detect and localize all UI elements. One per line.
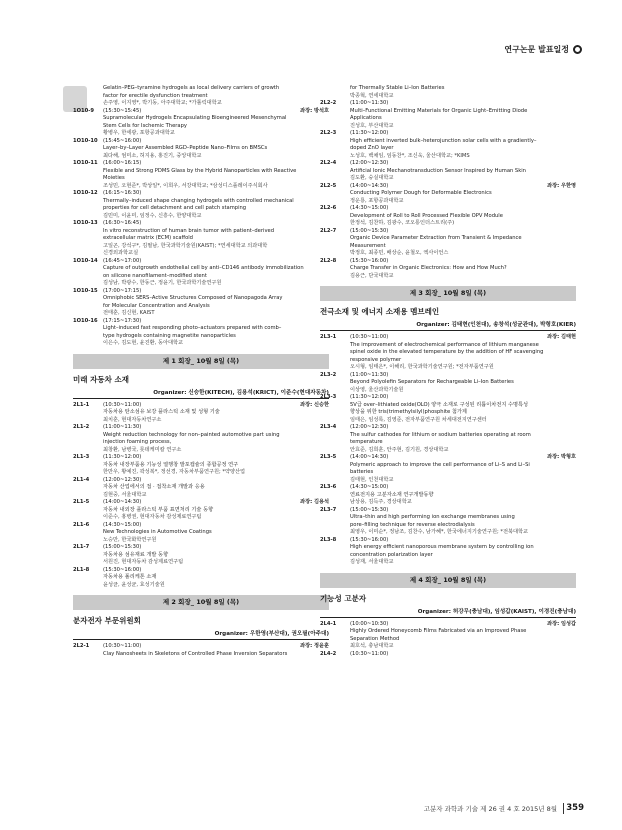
entry-time: (15:00~15:30) bbox=[350, 506, 389, 513]
entry-time: (11:30~12:00) bbox=[350, 130, 389, 136]
entry-time: (11:30~12:00) bbox=[103, 454, 142, 460]
entry-code: 2L4-1 bbox=[320, 620, 337, 627]
program-entry bbox=[320, 424, 576, 454]
program-entry bbox=[73, 499, 329, 522]
entry-title-line: 자동차 내외장 플라스틱 부품 표면처리 기술 동향 bbox=[103, 506, 214, 513]
entry-title-line: Clay Nanosheets in Skeletons of Controlled Phase Inversion Separators bbox=[103, 650, 288, 657]
entry-time-row bbox=[350, 507, 576, 515]
chair-label: 좌장: 김용석 bbox=[300, 499, 329, 505]
entry-body bbox=[350, 537, 576, 567]
entry-title-line: Weight reduction technology for non–painted automotive part using bbox=[103, 431, 280, 438]
entry-time-row bbox=[103, 108, 329, 116]
entry-title-line: spinel oxide in the elevated temperature by the addition of HF scavenging bbox=[350, 349, 544, 355]
entry-code: 1O10-14 bbox=[73, 257, 98, 264]
entry-body bbox=[350, 651, 576, 659]
entry-code: 2L1-4 bbox=[73, 476, 90, 483]
program-entry bbox=[73, 190, 329, 220]
entry-code: 2L3-4 bbox=[320, 424, 337, 430]
entry-body bbox=[103, 318, 329, 348]
program-entry bbox=[73, 318, 329, 348]
entry-title-line: Charge Transfer in Organic Electronics: How and How Much? bbox=[350, 265, 507, 271]
entry-code: 2L3-7 bbox=[320, 506, 337, 513]
entry-authors: 남상용, 김득주, 경상대학교 bbox=[350, 499, 412, 505]
entry-authors: 노승만, 한국화학연구원 bbox=[103, 536, 157, 543]
entry-authors: 손주영, 이지영*, 박기동, 아주대학교; *가톨릭대학교 bbox=[103, 100, 222, 106]
entry-time: (16:00~16:15) bbox=[103, 160, 142, 166]
entry-time: (12:00~12:30) bbox=[103, 476, 142, 483]
entry-time: (11:00~11:30) bbox=[350, 100, 389, 106]
entry-title-line: 5V급 over–lithiated oxide(OLO) 양극 소재로 구성된 리튬이차전지 수명특성 bbox=[350, 401, 529, 408]
program-entry bbox=[73, 567, 329, 590]
entry-code: 2L1-5 bbox=[73, 499, 90, 505]
page-header bbox=[0, 43, 622, 59]
entry-time: (15:30~16:00) bbox=[350, 536, 389, 543]
program-entry bbox=[320, 334, 576, 372]
entry-title-line: Light–induced fast responding photo–actuators prepared with comb– bbox=[103, 325, 282, 331]
entry-time-row bbox=[350, 205, 576, 213]
entry-time-row bbox=[350, 621, 576, 629]
entry-title-line: 자동차용 폴리케톤 소재 bbox=[103, 574, 157, 580]
session-banner: 제 3 회장_ 10월 8일 (목) bbox=[320, 286, 576, 301]
program-entry bbox=[320, 130, 576, 160]
entry-time-row bbox=[350, 183, 576, 191]
chair-label: 좌장: 박형호 bbox=[547, 454, 576, 460]
section-rule bbox=[73, 639, 329, 640]
entry-body bbox=[103, 643, 329, 658]
page-number: 359 bbox=[566, 803, 584, 813]
program-entry bbox=[320, 258, 576, 281]
entry-code: 1O10-9 bbox=[73, 107, 95, 114]
entry-title-line: 향상을 위한 tris(trimethylsilyl)phosphite 첨가제 bbox=[350, 409, 467, 415]
entry-time-row bbox=[350, 228, 576, 236]
program-entry bbox=[320, 160, 576, 183]
entry-body bbox=[103, 477, 329, 500]
chair-label: 좌장: 김태현 bbox=[547, 334, 576, 340]
entry-time-row bbox=[350, 394, 576, 402]
footer-divider bbox=[563, 803, 564, 814]
entry-time-row bbox=[103, 258, 329, 266]
entry-title-line: Measurement bbox=[350, 242, 386, 249]
entry-time: (12:00~12:30) bbox=[350, 424, 389, 430]
entry-code: 2L2-6 bbox=[320, 205, 337, 211]
program-entry bbox=[320, 507, 576, 537]
entry-code: 2L1-8 bbox=[73, 566, 90, 573]
program-entry bbox=[73, 108, 329, 138]
program-entry bbox=[73, 454, 329, 477]
entry-body bbox=[350, 258, 576, 281]
entry-authors: 안효준, 김희훈, 안주현, 김기원, 경상대학교 bbox=[350, 446, 449, 453]
program-entry bbox=[320, 621, 576, 651]
entry-title-line: 연료전지용 고분자소재 연구개발동향 bbox=[350, 491, 434, 498]
entry-code: 2L3-1 bbox=[320, 334, 337, 340]
entry-body bbox=[103, 499, 329, 522]
entry-time: (10:00~10:30) bbox=[350, 620, 389, 627]
entry-time-row bbox=[103, 544, 329, 552]
entry-code: 1O10-13 bbox=[73, 220, 98, 226]
entry-time: (17:00~17:15) bbox=[103, 287, 142, 294]
entry-time: (14:00~14:30) bbox=[103, 499, 142, 505]
entry-time-row bbox=[103, 643, 329, 651]
entry-title-line: for Thermally Stable Li–Ion Batteries bbox=[350, 85, 445, 91]
session-banner: 제 1 회장_ 10월 8일 (목) bbox=[73, 354, 329, 369]
program-entry bbox=[320, 85, 576, 100]
program-entry bbox=[73, 522, 329, 545]
entry-authors: 전태훈, 김신현, KAIST bbox=[103, 310, 155, 316]
entry-title-line: In vitro reconstruction of human brain tumor with patient–derived bbox=[103, 227, 274, 234]
entry-title-line: The improvement of electrochemical performance of lithium manganese bbox=[350, 341, 539, 348]
session-title: 기능성 고분자 bbox=[320, 593, 367, 603]
entry-time: (15:30~16:00) bbox=[103, 566, 142, 573]
entry-code: 1O10-10 bbox=[73, 137, 98, 144]
entry-title-line: extracellular matrix (ECM) scaffold bbox=[103, 235, 193, 241]
entry-authors: 박종혁, 연세대학교 bbox=[350, 92, 394, 99]
entry-title-line: Development of Roll to Roll Processed Flexible OPV Module bbox=[350, 212, 503, 219]
entry-time-row bbox=[103, 138, 329, 146]
entry-title-line: 자동차 내장부품용 기능성 열행창 발포캡슐의 종합공정 연구 bbox=[103, 461, 239, 468]
entry-body bbox=[103, 258, 329, 288]
entry-title-line: Conducting Polymer Dough for Deformable Electronics bbox=[350, 190, 492, 196]
entry-authors: 윤성균, 윤성균, 효성기술원 bbox=[103, 581, 165, 588]
entry-authors: 신경외과학교실 bbox=[103, 250, 139, 256]
entry-title-line: batteries bbox=[350, 469, 374, 475]
entry-code: 2L1-6 bbox=[73, 521, 90, 528]
entry-title-line: 자동차용 탄소섬유 보강 플라스틱 소재 및 성형 기술 bbox=[103, 409, 220, 415]
entry-time-row bbox=[350, 537, 576, 545]
entry-authors: 이상영, 울산과학기술원 bbox=[350, 386, 404, 393]
chair-label: 좌장: 우한영 bbox=[547, 182, 576, 189]
session-title: 분자전자 부문위원회 bbox=[73, 616, 141, 625]
entry-time-row bbox=[103, 288, 329, 296]
entry-time: (17:15~17:30) bbox=[103, 317, 142, 324]
entry-code bbox=[320, 85, 350, 100]
entry-body bbox=[350, 394, 576, 424]
entry-code: 2L3-3 bbox=[320, 394, 337, 400]
organizer-line: Organizer: 허강무(충남대), 임성갑(KAIST), 이경진(충남대) bbox=[417, 608, 576, 615]
entry-authors: 서원진, 현대자동차 감성제료연구팀 bbox=[103, 559, 184, 565]
entry-time-row bbox=[103, 402, 329, 410]
entry-title-line: Organic Device Parameter Extraction from Transient & Impedance bbox=[350, 235, 522, 241]
entry-time: (15:30~16:00) bbox=[350, 257, 389, 264]
entry-time: (14:00~14:30) bbox=[350, 454, 389, 460]
program-entry bbox=[320, 372, 576, 395]
entry-time: (12:00~12:30) bbox=[350, 160, 389, 166]
chair-label: 좌장: 신승한 bbox=[300, 401, 329, 408]
program-entry bbox=[73, 477, 329, 500]
entry-code: 2L2-4 bbox=[320, 160, 337, 166]
entry-time-row bbox=[103, 499, 329, 507]
program-entry bbox=[320, 205, 576, 228]
entry-time: (14:00~14:30) bbox=[350, 182, 389, 189]
program-entry bbox=[320, 394, 576, 424]
entry-code: 2L2-3 bbox=[320, 130, 337, 136]
entry-body bbox=[350, 507, 576, 537]
entry-time-row bbox=[103, 522, 329, 530]
entry-time: (14:30~15:00) bbox=[103, 521, 142, 528]
entry-time-row bbox=[103, 160, 329, 168]
entry-code: 2L2-2 bbox=[320, 100, 337, 106]
entry-time-row bbox=[350, 651, 576, 659]
entry-authors: 박정호, 최종민, 배상순, 윤철오, 엑사이언스 bbox=[350, 250, 449, 256]
entry-time: (10:30~11:00) bbox=[103, 643, 142, 649]
program-entry bbox=[73, 288, 329, 318]
entry-code: 2L3-2 bbox=[320, 371, 337, 378]
entry-title-line: Capture of outgrowth endothelial cell by anti–CD146 antibody immobilization bbox=[103, 265, 304, 271]
entry-code: 2L3-6 bbox=[320, 484, 337, 490]
entry-time: (15:00~15:30) bbox=[103, 544, 142, 550]
entry-title-line: Polymeric approach to improve the cell performance of Li–S and Li–Si bbox=[350, 461, 530, 468]
entry-body bbox=[103, 108, 329, 138]
entry-time-row bbox=[350, 484, 576, 492]
program-entry bbox=[73, 258, 329, 288]
entry-time: (10:30~11:00) bbox=[350, 334, 389, 340]
entry-code: 2L1-7 bbox=[73, 544, 90, 550]
entry-authors: 한정석, 김찬하, 김광수, 코오롱인더스트리(주) bbox=[350, 220, 455, 226]
entry-title-line: The sulfur cathodes for lithium or sodium batteries operating at room bbox=[350, 431, 531, 438]
entry-time: (15:45~16:00) bbox=[103, 137, 142, 144]
entry-title-line: Applications bbox=[350, 115, 382, 121]
entry-code: 2L2-7 bbox=[320, 227, 337, 234]
program-entry bbox=[73, 85, 329, 108]
entry-body bbox=[350, 372, 576, 395]
circle-bullet-icon bbox=[573, 45, 582, 54]
entry-body bbox=[103, 522, 329, 545]
entry-body bbox=[350, 100, 576, 130]
entry-authors: 임태은, 임성록, 김영준, 전자부품연구원 차세대전지연구센터 bbox=[350, 416, 487, 423]
entry-authors: 한만우, 황예진, 곽성복*, 정선경, 자동차부품연구원; *약양산업 bbox=[103, 469, 246, 475]
entry-code: 2L2-5 bbox=[320, 182, 337, 189]
program-entry bbox=[73, 220, 329, 258]
organizer-line: Organizer: 우한영(부산대), 권오필(아주대) bbox=[214, 631, 329, 637]
entry-title-line: doped ZnO layer bbox=[350, 145, 394, 151]
left-column bbox=[73, 85, 329, 658]
entry-time: (10:30~11:00) bbox=[350, 650, 389, 657]
entry-authors: 최창환, 남병국, 롯데케미칼 연구소 bbox=[103, 446, 182, 453]
program-entry bbox=[320, 484, 576, 507]
entry-body bbox=[350, 454, 576, 484]
entry-body bbox=[350, 334, 576, 372]
entry-title-line: Artificial Ionic Mechanotransduction Sensor Inspired by Human Skin bbox=[350, 167, 526, 174]
entry-body bbox=[103, 220, 329, 258]
program-entry bbox=[320, 454, 576, 484]
entry-body bbox=[350, 183, 576, 206]
entry-time-row bbox=[103, 454, 329, 462]
entry-title-line: injection foaming process, bbox=[103, 439, 172, 445]
entry-authors: 고일곤, 강석구*, 김필남, 한국과학기술원(KAIST); *연세대학교 의과대학 bbox=[103, 242, 268, 249]
entry-code: 2L2-8 bbox=[320, 257, 337, 264]
program-entry bbox=[320, 100, 576, 130]
entry-authors: 최호석, 충남대학교 bbox=[350, 643, 394, 649]
entry-title-line: Thermally–induced shape changing hydrogels with controlled mechanical bbox=[103, 197, 294, 204]
entry-title-line: type hydrogels containing magnetite nanoparticles bbox=[103, 332, 236, 339]
organizer-line: Organizer: 신승한(KITECH), 김용석(KRICT), 이준수(현대자동차) bbox=[153, 389, 329, 396]
entry-authors: 김도환, 숭실대학교 bbox=[350, 175, 394, 181]
entry-authors: 이준수, 홍병권, 현대자동차 감성제료연구팀 bbox=[103, 514, 202, 520]
entry-time-row bbox=[103, 190, 329, 198]
entry-body bbox=[350, 424, 576, 454]
entry-authors: 김성남, 박광수, 한동근, 정윤기, 한국과학기술연구원 bbox=[103, 280, 222, 286]
entry-time: (14:30~15:00) bbox=[350, 484, 389, 490]
entry-title-line: Multi–Functional Emitting Materials for Organic Light–Emitting Diode bbox=[350, 107, 528, 114]
entry-body bbox=[103, 402, 329, 425]
entry-title-line: Stem Cells for Ischemic Therapy bbox=[103, 122, 187, 129]
program-entry bbox=[320, 537, 576, 567]
entry-body bbox=[103, 138, 329, 161]
entry-body bbox=[103, 85, 329, 108]
program-entry bbox=[73, 424, 329, 454]
right-column bbox=[320, 85, 576, 658]
entry-body bbox=[103, 544, 329, 567]
entry-authors: 김태현, 인천대학교 bbox=[350, 476, 394, 483]
entry-authors: 노성호, 백채임, 임동찬*, 조신욱, 울산대학교; *KIMS bbox=[350, 152, 470, 159]
program-entry bbox=[320, 183, 576, 206]
entry-time-row bbox=[350, 424, 576, 432]
entry-time: (15:30~15:45) bbox=[103, 107, 142, 114]
program-entry bbox=[73, 138, 329, 161]
entry-time-row bbox=[350, 334, 576, 342]
entry-title-line: 자동차 산업에서의 접 · 접착소재 개발과 응용 bbox=[103, 484, 205, 490]
entry-code bbox=[73, 85, 103, 108]
organizer-line: Organizer: 김태현(인천대), 송창석(성균관대), 박형호(KIER) bbox=[416, 322, 576, 328]
entry-code: 2L3-5 bbox=[320, 454, 337, 460]
entry-time-row bbox=[103, 220, 329, 228]
entry-authors: 김민미, 이윤미, 임정수, 신흥수, 한양대학교 bbox=[103, 212, 202, 219]
entry-title-line: temperature bbox=[350, 439, 383, 445]
entry-title-line: pore–filling technique for reverse electrodialysis bbox=[350, 521, 475, 528]
entry-time-row bbox=[103, 477, 329, 485]
entry-code: 2L2-1 bbox=[73, 643, 90, 649]
entry-authors: 조성민, 오현준*, 박상일*, 이희우, 서강대학교; *삼성디스플레이주식회사 bbox=[103, 182, 268, 189]
entry-authors: 최치훈, 현대자동차연구소 bbox=[103, 416, 162, 423]
entry-body bbox=[350, 621, 576, 651]
section-rule bbox=[320, 330, 576, 331]
chair-label: 좌장: 정윤훈 bbox=[300, 643, 329, 649]
entry-authors: 최다해, 엄미소, 허지용, 홍진기, 중앙대학교 bbox=[103, 152, 202, 159]
entry-authors: 정운룡, 포항공과대학교 bbox=[350, 197, 404, 204]
entry-code: 1O10-11 bbox=[73, 160, 98, 166]
entry-code: 1O10-16 bbox=[73, 317, 98, 324]
entry-title-line: Beyond Polyolefin Separators for Rechargeable Li–Ion Batteries bbox=[350, 379, 514, 385]
entry-title-line: Gelatin–PEG–tyramine hydrogels as local delivery carriers of growth bbox=[103, 85, 280, 91]
entry-body bbox=[350, 85, 576, 100]
entry-title-line: for Molecular Concentration and Analysis bbox=[103, 302, 210, 309]
entry-body bbox=[103, 288, 329, 318]
program-entry bbox=[73, 544, 329, 567]
program-entry bbox=[320, 228, 576, 258]
entry-time: (16:45~17:00) bbox=[103, 257, 142, 264]
chair-label: 좌장: 임성갑 bbox=[547, 620, 576, 627]
entry-time-row bbox=[350, 130, 576, 138]
entry-body bbox=[350, 205, 576, 228]
entry-title-line: concentration polarization layer bbox=[350, 551, 433, 558]
entry-time-row bbox=[103, 567, 329, 575]
entry-body bbox=[103, 424, 329, 454]
entry-body bbox=[350, 228, 576, 258]
journal-info: 고분자 과학과 기술 제 26 권 4 호 2015년 8월 bbox=[423, 805, 557, 813]
entry-body bbox=[350, 484, 576, 507]
entry-title-line: Highly Ordered Honeycomb Films Fabricated via an Improved Phase bbox=[350, 628, 527, 634]
entry-authors: 진성호, 부산대학교 bbox=[350, 122, 394, 129]
entry-time-row bbox=[350, 100, 576, 108]
entry-title-line: on silicone nanofilament–modified stent bbox=[103, 272, 207, 279]
entry-title-line: Moieties bbox=[103, 175, 125, 181]
program-entry bbox=[73, 160, 329, 190]
entry-time: (10:30~11:00) bbox=[103, 401, 142, 408]
entry-time-row bbox=[350, 258, 576, 266]
entry-title-line: properties for cell detachment and cell patch stamping bbox=[103, 205, 247, 211]
entry-time: (11:00~11:30) bbox=[350, 371, 389, 378]
session-title: 전극소재 및 에너지 소재용 멤브레인 bbox=[320, 307, 440, 316]
entry-authors: 황병우, 한세광, 포항공과대학교 bbox=[103, 130, 175, 136]
entry-code: 2L1-2 bbox=[73, 424, 90, 430]
entry-title-line: High energy efficient nanoporous membrane system by controlling ion bbox=[350, 544, 534, 550]
entry-body bbox=[103, 190, 329, 220]
entry-time: (14:30~15:00) bbox=[350, 205, 389, 211]
entry-body bbox=[103, 160, 329, 190]
program-entry bbox=[73, 402, 329, 425]
entry-code: 1O10-12 bbox=[73, 190, 98, 196]
entry-code: 2L3-8 bbox=[320, 536, 337, 543]
section-rule bbox=[73, 398, 329, 399]
page-footer bbox=[0, 803, 622, 815]
entry-code: 2L4-2 bbox=[320, 650, 337, 657]
entry-title-line: High efficient inverted bulk–heterojunction solar cells with a gradiently– bbox=[350, 137, 537, 144]
entry-title-line: Flexible and Strong PDMS Glass by the Hybrid Nanoparticles with Reactive bbox=[103, 167, 297, 174]
entry-code: 1O10-15 bbox=[73, 287, 98, 294]
entry-time: (16:30~16:45) bbox=[103, 220, 142, 226]
entry-code: 2L1-1 bbox=[73, 401, 90, 408]
entry-body bbox=[350, 130, 576, 160]
entry-title-line: Omniphobic SERS–Active Structures Composed of Nanopagoda Array bbox=[103, 295, 283, 301]
entry-authors: 최영우, 이미순*, 정남조, 김찬수, 남가혜*, 한국에너지기술연구원; *전북대학교 bbox=[350, 529, 529, 535]
program-entry bbox=[73, 643, 329, 658]
entry-authors: 김용근, 단국대학교 bbox=[350, 272, 394, 279]
entry-title-line: responsive polymer bbox=[350, 356, 402, 363]
entry-time-row bbox=[103, 318, 329, 326]
entry-time-row bbox=[350, 372, 576, 380]
entry-time: (16:15~16:30) bbox=[103, 190, 142, 196]
entry-time: (11:00~11:30) bbox=[103, 424, 142, 430]
entry-body bbox=[103, 567, 329, 590]
section-rule bbox=[320, 617, 576, 618]
entry-title-line: factor for erectile dysfunction treatment bbox=[103, 92, 208, 99]
entry-authors: 김성재, 서울대학교 bbox=[350, 559, 394, 565]
entry-body bbox=[350, 160, 576, 183]
entry-time: (11:30~12:00) bbox=[350, 394, 389, 400]
entry-authors: 이은수, 김도현, 윤진환, 동아대학교 bbox=[103, 340, 184, 346]
entry-title-line: Ultra–thin and high performing ion exchange membranes using bbox=[350, 514, 515, 520]
session-banner: 제 4 회장_ 10월 8일 (목) bbox=[320, 573, 576, 588]
program-entry bbox=[320, 651, 576, 659]
entry-title-line: Layer–by–Layer Assembled RGD–Peptide Nano–Films on BMSCs bbox=[103, 145, 268, 151]
entry-authors: 김현중, 서울대학교 bbox=[103, 491, 147, 498]
entry-code: 2L1-3 bbox=[73, 454, 90, 460]
entry-title-line: Supramolecular Hydrogels Encapsulating Bioengineered Mesenchymal bbox=[103, 115, 287, 121]
entry-time-row bbox=[103, 424, 329, 432]
chair-label: 좌장: 방석호 bbox=[300, 107, 329, 114]
session-title: 미래 자동차 소재 bbox=[73, 374, 129, 384]
entry-time-row bbox=[350, 454, 576, 462]
entry-time: (15:00~15:30) bbox=[350, 227, 389, 234]
entry-title-line: New Technologies in Automotive Coatings bbox=[103, 529, 212, 535]
entry-time-row bbox=[350, 160, 576, 168]
entry-body bbox=[103, 454, 329, 477]
entry-title-line: 자동차용 섬유재료 개발 동향 bbox=[103, 551, 169, 558]
header-title: 연구논문 발표일정 bbox=[504, 45, 569, 54]
entry-title-line: Separation Method bbox=[350, 635, 400, 642]
entry-authors: 오시형, 임태은*, 이해리, 한국과학기술연구원; *전자부품연구원 bbox=[350, 364, 494, 370]
session-banner: 제 2 회장_ 10월 8일 (목) bbox=[73, 595, 329, 610]
